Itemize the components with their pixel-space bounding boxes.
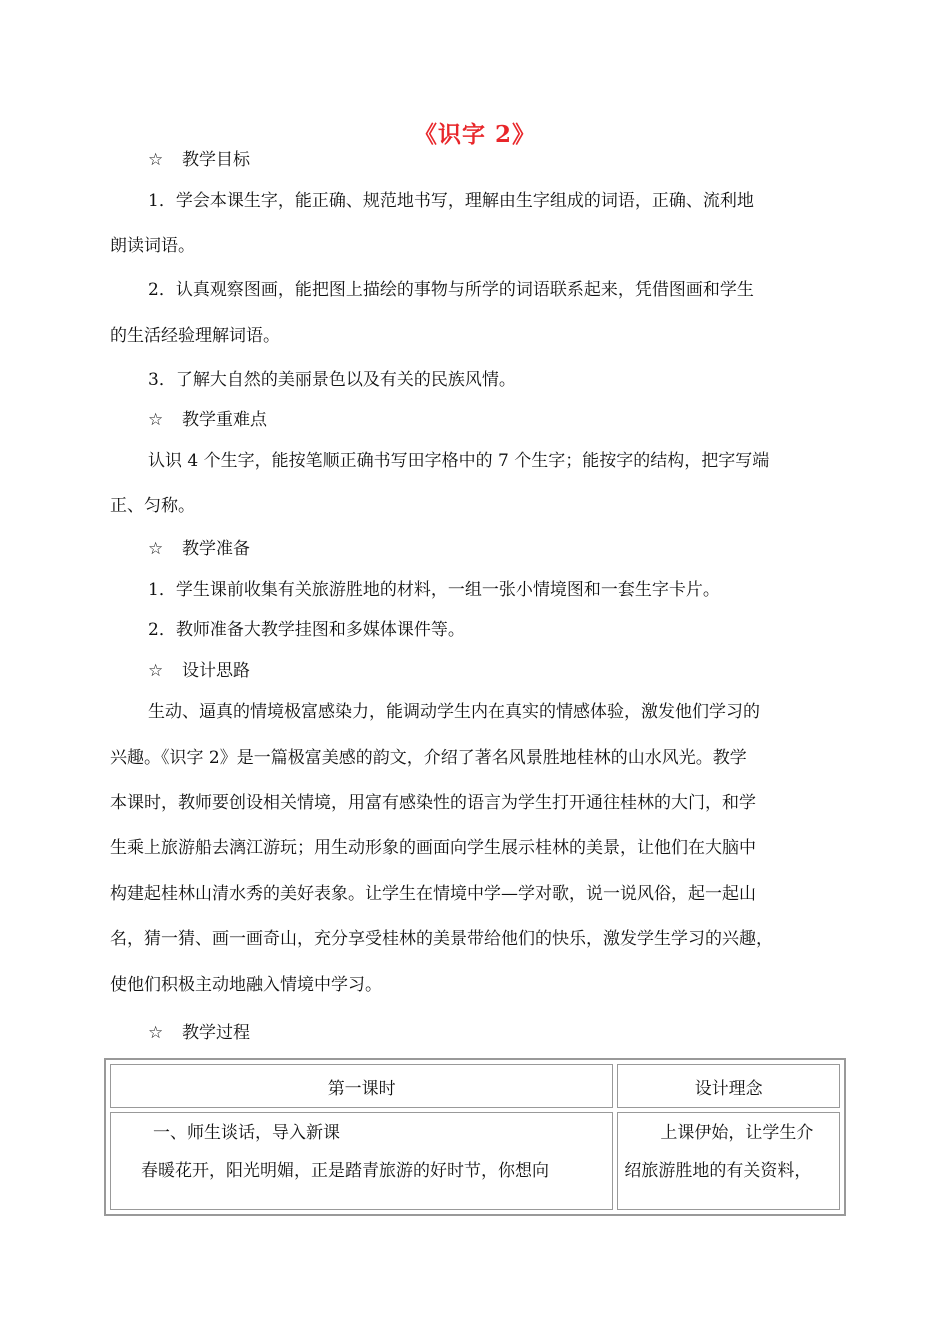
table-row: [110, 1112, 840, 1210]
design-line-3: 本课时，教师要创设相关情境，用富有感染性的语言为学生打开通往桂林的大门，和学: [110, 793, 756, 813]
design-line-7: 使他们积极主动地融入情境中学习。: [110, 975, 382, 995]
keypoints-line-1: 认识 4 个生字，能按笔顺正确书写田字格中的 7 个生字；能按字的结构，把字写端: [148, 451, 770, 471]
lesson-step-text: 春暖花开，阳光明媚，正是踏青旅游的好时节，你想向: [141, 1161, 549, 1181]
section-heading-process: ☆ 教学过程: [148, 1023, 250, 1043]
design-line-4: 生乘上旅游船去漓江游玩；用生动形象的画面向学生展示桂林的美景，让他们在大脑中: [110, 838, 756, 858]
document-title: 《识字 2》: [413, 121, 536, 148]
star-icon: ☆: [148, 661, 164, 681]
rationale-line-2: 绍旅游胜地的有关资料，: [624, 1161, 812, 1181]
star-icon: ☆: [148, 1023, 164, 1043]
design-line-1: 生动、逼真的情境极富感染力，能调动学生内在真实的情感体验，激发他们学习的: [148, 702, 760, 722]
goal-2-line-1: 2．认真观察图画，能把图上描绘的事物与所学的词语联系起来，凭借图画和学生: [148, 280, 754, 300]
table-cell-lesson: [110, 1112, 613, 1210]
section-heading-design: ☆ 设计思路: [148, 661, 250, 681]
goal-1-line-2: 朗读词语。: [110, 236, 195, 256]
star-icon: ☆: [148, 410, 164, 430]
table-header-lesson: 第一课时: [110, 1064, 613, 1108]
section-heading-goals: ☆ 教学目标: [148, 150, 250, 170]
prep-item-2: 2．教师准备大教学挂图和多媒体课件等。: [148, 620, 465, 640]
table-cell-rationale: [617, 1112, 840, 1210]
design-line-2: 兴趣。《识字 2》是一篇极富美感的韵文，介绍了著名风景胜地桂林的山水风光。教学: [110, 748, 747, 768]
goal-1-line-1: 1．学会本课生字，能正确、规范地书写，理解由生字组成的词语，正确、流利地: [148, 191, 754, 211]
design-line-6: 名，猜一猜、画一画奇山，充分享受桂林的美景带给他们的快乐，激发学生学习的兴趣，: [110, 929, 773, 949]
table-header-row: [110, 1064, 840, 1108]
lesson-step-heading: 一、师生谈话，导入新课: [153, 1123, 340, 1143]
star-icon: ☆: [148, 539, 164, 559]
keypoints-line-2: 正、匀称。: [110, 496, 195, 516]
section-heading-keypoints: ☆ 教学重难点: [148, 410, 267, 430]
prep-item-1: 1．学生课前收集有关旅游胜地的材料，一组一张小情境图和一套生字卡片。: [148, 580, 720, 600]
goal-3: 3．了解大自然的美丽景色以及有关的民族风情。: [148, 370, 516, 390]
process-table: [104, 1058, 846, 1216]
star-icon: ☆: [148, 150, 164, 170]
design-line-5: 构建起桂林山清水秀的美好表象。让学生在情境中学—学对歌，说一说风俗，起一起山: [110, 884, 756, 904]
section-heading-prep: ☆ 教学准备: [148, 539, 250, 559]
table-header-rationale: 设计理念: [617, 1064, 840, 1108]
rationale-line-1: 上课伊始，让学生介: [660, 1123, 814, 1143]
goal-2-line-2: 的生活经验理解词语。: [110, 326, 280, 346]
